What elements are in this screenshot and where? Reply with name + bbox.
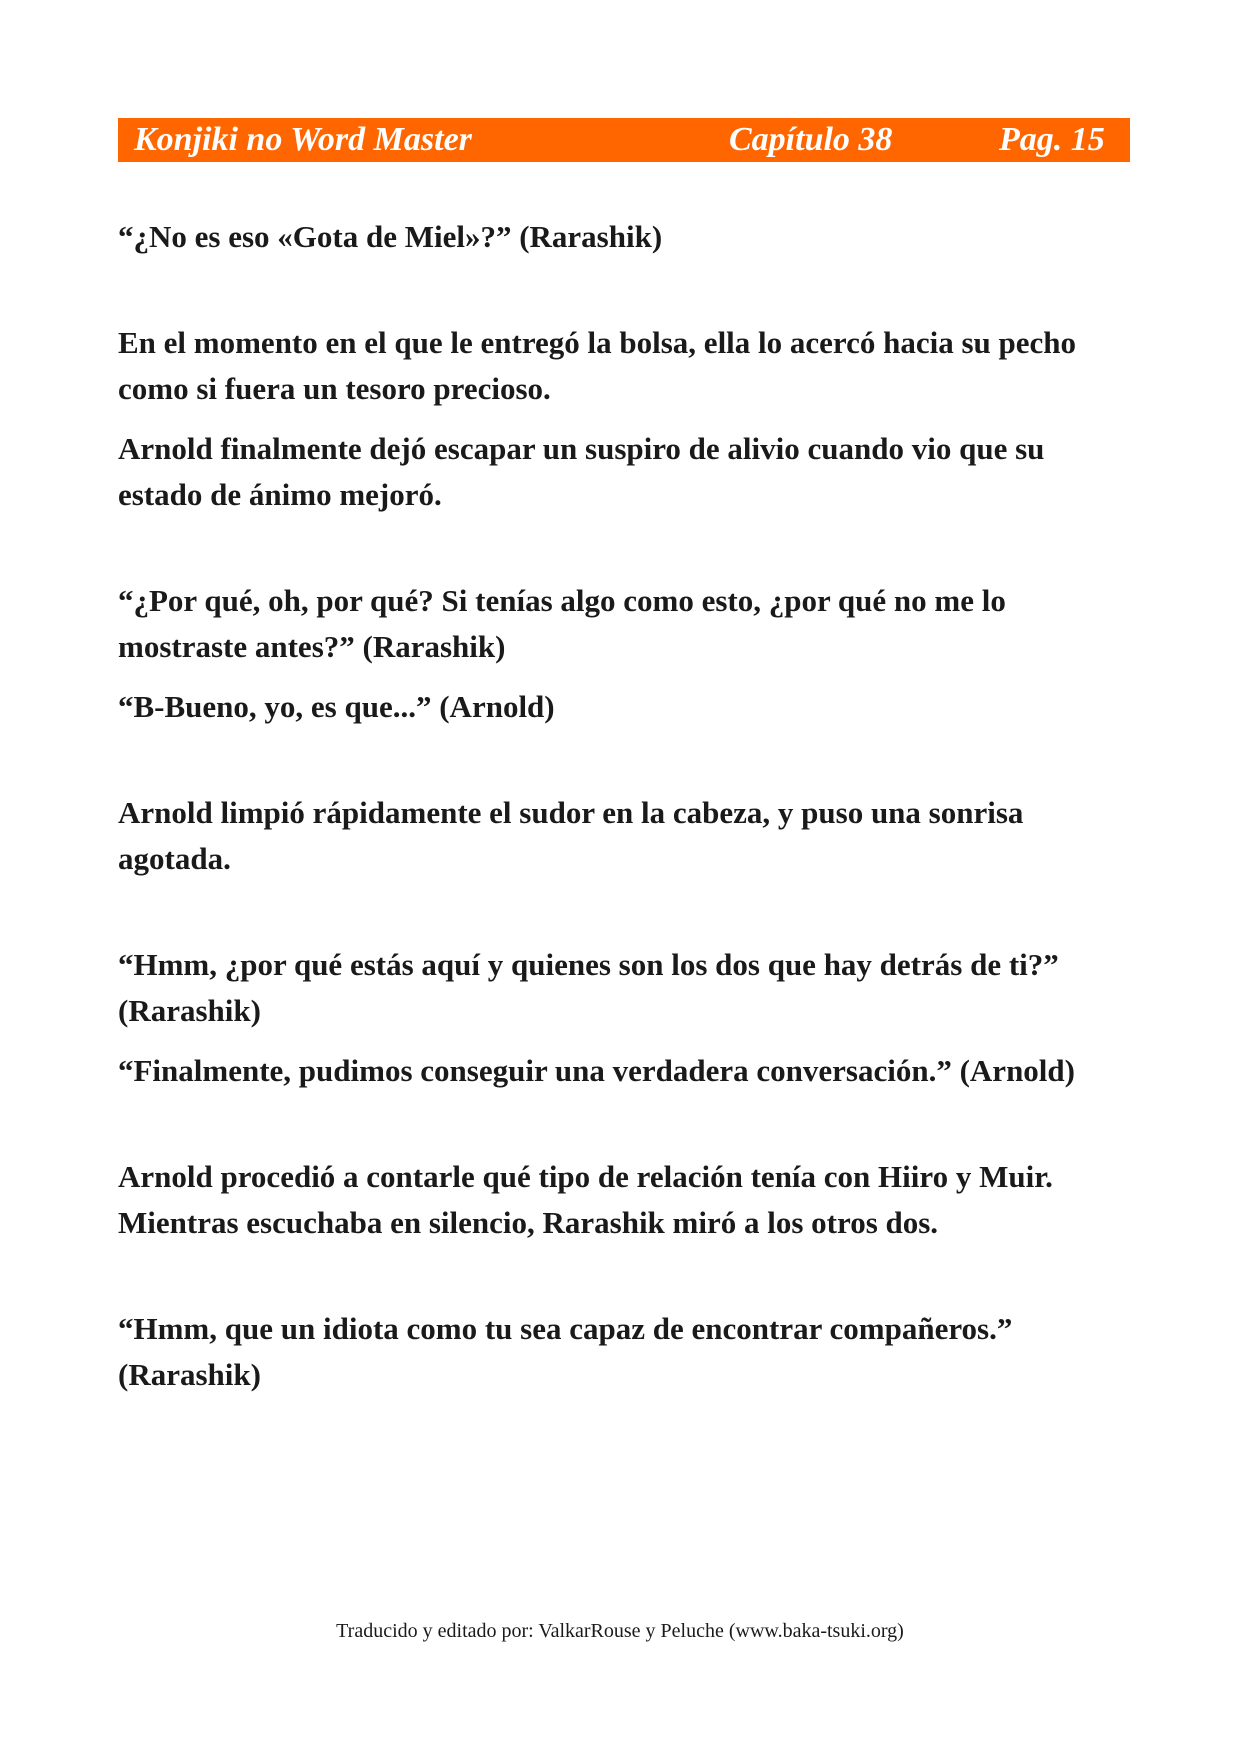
paragraph: En el momento en el que le entregó la bolsa, ella lo acercó hacia su pecho como si fuera un tesoro precioso.: [118, 325, 1077, 406]
paragraph: Arnold procedió a contarle qué tipo de relación tenía con Hiiro y Muir. Mientras escuchaba en silencio, Rarashik miró a los otros dos.: [118, 1159, 1053, 1240]
paragraph: “B-Bueno, yo, es que...” (Arnold): [118, 689, 555, 724]
book-title: Konjiki no Word Master: [134, 121, 472, 158]
page-header-bar: [118, 118, 1130, 162]
paragraph: “¿Por qué, oh, por qué? Si tenías algo como esto, ¿por qué no me lo mostraste antes?” (Rarashik): [118, 583, 1006, 664]
page-number: Pag. 15: [999, 121, 1105, 158]
footer-credit: Traducido y editado por: ValkarRouse y Peluche (www.baka-tsuki.org): [336, 1620, 904, 1642]
paragraph: “Hmm, ¿por qué estás aquí y quienes son los dos que hay detrás de ti?” (Rarashik): [118, 947, 1059, 1028]
chapter-label: Capítulo 38: [729, 121, 893, 158]
body-text: [118, 214, 1130, 1398]
paragraph: Arnold limpió rápidamente el sudor en la cabeza, y puso una sonrisa agotada.: [118, 795, 1024, 876]
paragraph: “Hmm, que un idiota como tu sea capaz de encontrar compañeros.” (Rarashik): [118, 1311, 1013, 1392]
paragraph: Arnold finalmente dejó escapar un suspiro de alivio cuando vio que su estado de ánimo mejoró.: [118, 431, 1045, 512]
paragraph: “Finalmente, pudimos conseguir una verdadera conversación.” (Arnold): [118, 1053, 1075, 1088]
paragraph: “¿No es eso «Gota de Miel»?” (Rarashik): [118, 219, 663, 254]
